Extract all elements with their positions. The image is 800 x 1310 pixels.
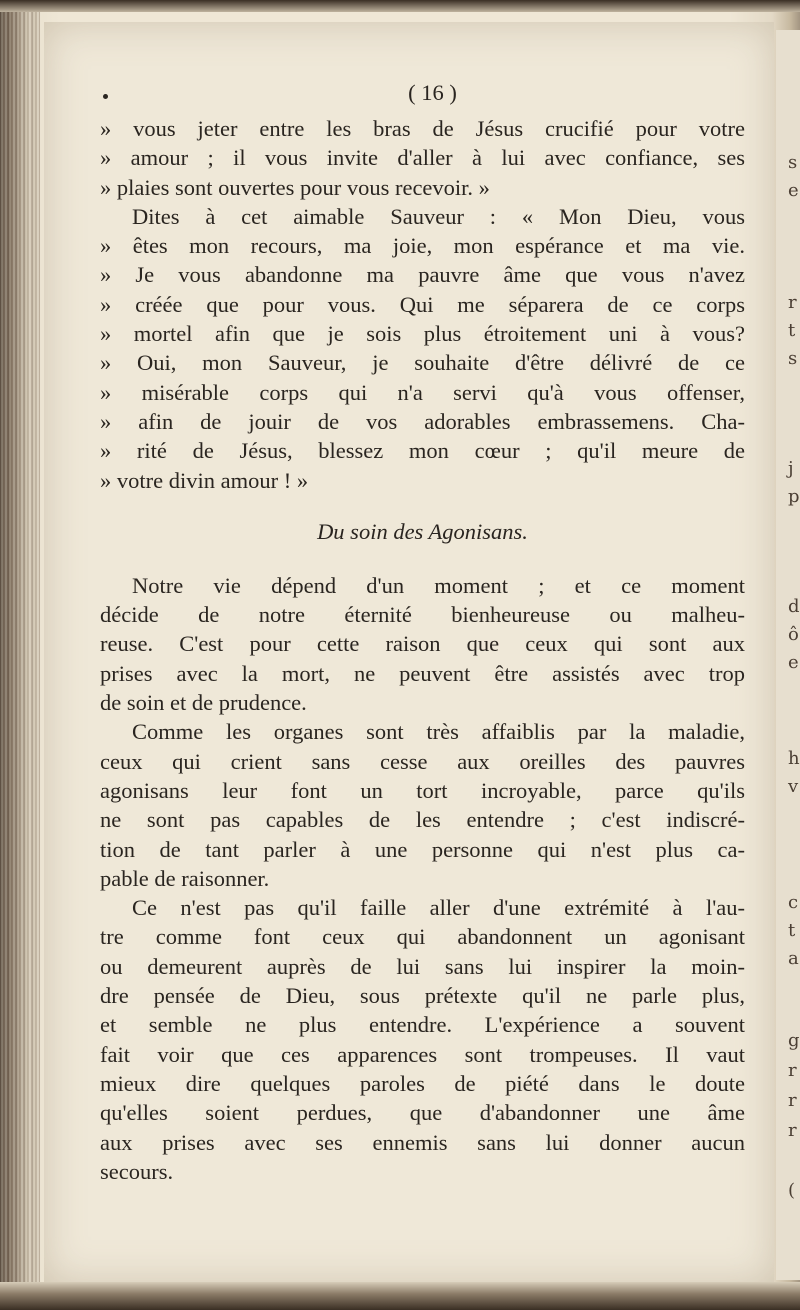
text-line: ne sont pas capables de les entendre ; c'est indiscré- [100, 807, 745, 833]
text-line: fait voir que ces apparences sont trompeuses. Il vaut [100, 1041, 745, 1067]
text-line: » mortel afin que je sois plus étroitement uni à vous? [100, 321, 745, 347]
edge-letter: a [788, 948, 799, 969]
edge-letter: g [788, 1030, 800, 1051]
text-line: Ce n'est pas qu'il faille aller d'une extrémité à l'au- [132, 895, 745, 921]
text-line: Comme les organes sont très affaiblis par la maladie, [132, 719, 745, 745]
text-line: aux prises avec ses ennemis sans lui donner aucun [100, 1129, 745, 1155]
edge-letter: r [788, 1090, 797, 1111]
edge-letter: s [788, 348, 798, 369]
edge-letter: r [788, 292, 797, 313]
edge-letter: r [788, 1060, 797, 1081]
text-line: » misérable corps qui n'a servi qu'à vous offenser, [100, 379, 745, 405]
text-line: tre comme font ceux qui abandonnent un agonisant [100, 924, 745, 950]
text-line: » afin de jouir de vos adorables embrassemens. Cha- [100, 408, 745, 434]
edge-letter: v [788, 776, 799, 797]
edge-letter: ( [788, 1180, 796, 1201]
edge-letter: p [788, 486, 800, 507]
edge-letter: t [788, 920, 796, 941]
text-line: » êtes mon recours, ma joie, mon espérance et ma vie. [100, 233, 745, 259]
edge-letter: e [788, 652, 799, 673]
top-edge [0, 0, 800, 12]
text-line: » plaies sont ouvertes pour vous recevoir. » [100, 174, 490, 200]
edge-letter: j [788, 458, 794, 479]
page-text [100, 80, 745, 1186]
text-line: ceux qui crient sans cesse aux oreilles des pauvres [100, 748, 745, 774]
text-line: mieux dire quelques paroles de piété dans le doute [100, 1070, 745, 1096]
edge-letter: ô [788, 624, 799, 645]
text-line: qu'elles soient perdues, que d'abandonner une âme [100, 1100, 745, 1126]
text-line: » créée que pour vous. Qui me séparera de ce corps [100, 291, 745, 317]
text-line: » vous jeter entre les bras de Jésus crucifié pour votre [100, 116, 745, 141]
text-line: dre pensée de Dieu, sous prétexte qu'il ne parle plus, [100, 983, 745, 1009]
text-line: » Oui, mon Sauveur, je souhaite d'être délivré de ce [100, 350, 745, 376]
text-line: de soin et de prudence. [100, 690, 307, 716]
edge-letter: h [788, 748, 800, 769]
text-line: décide de notre éternité bienheureuse ou malheu- [100, 602, 745, 628]
text-line: Notre vie dépend d'un moment ; et ce moment [132, 572, 745, 598]
text-line: Dites à cet aimable Sauveur : « Mon Dieu, vous [132, 203, 745, 229]
text-line: » amour ; il vous invite d'aller à lui avec confiance, ses [100, 145, 745, 171]
section-heading: Du soin des Agonisans. [317, 518, 528, 544]
text-line: tion de tant parler à une personne qui n'est plus ca- [100, 836, 745, 862]
edge-letter: d [788, 596, 800, 617]
edge-letter: r [788, 1120, 797, 1141]
text-line: » rité de Jésus, blessez mon cœur ; qu'il meure de [100, 438, 745, 464]
edge-letter: t [788, 320, 796, 341]
bottom-edge [0, 1282, 800, 1310]
text-line: et semble ne plus entendre. L'expérience a souvent [100, 1012, 745, 1038]
edge-letter: s [788, 152, 798, 173]
text-line: pable de raisonner. [100, 865, 270, 891]
text-line: agonisans leur font un tort incroyable, parce qu'ils [100, 777, 745, 803]
text-line: prises avec la mort, ne peuvent être assistés avec trop [100, 660, 745, 686]
text-line: » Je vous abandonne ma pauvre âme que vous n'avez [100, 262, 745, 288]
text-line: secours. [100, 1158, 174, 1184]
page-number: ( 16 ) [408, 80, 457, 105]
edge-letter: c [788, 892, 799, 913]
book-binding [0, 0, 40, 1310]
text-line: » votre divin amour ! » [100, 467, 309, 493]
next-page-edge [776, 30, 800, 1280]
text-line: reuse. C'est pour cette raison que ceux qui sont aux [100, 631, 745, 657]
text-line: ou demeurent auprès de lui sans lui inspirer la moin- [100, 953, 745, 979]
edge-letter: e [788, 180, 799, 201]
